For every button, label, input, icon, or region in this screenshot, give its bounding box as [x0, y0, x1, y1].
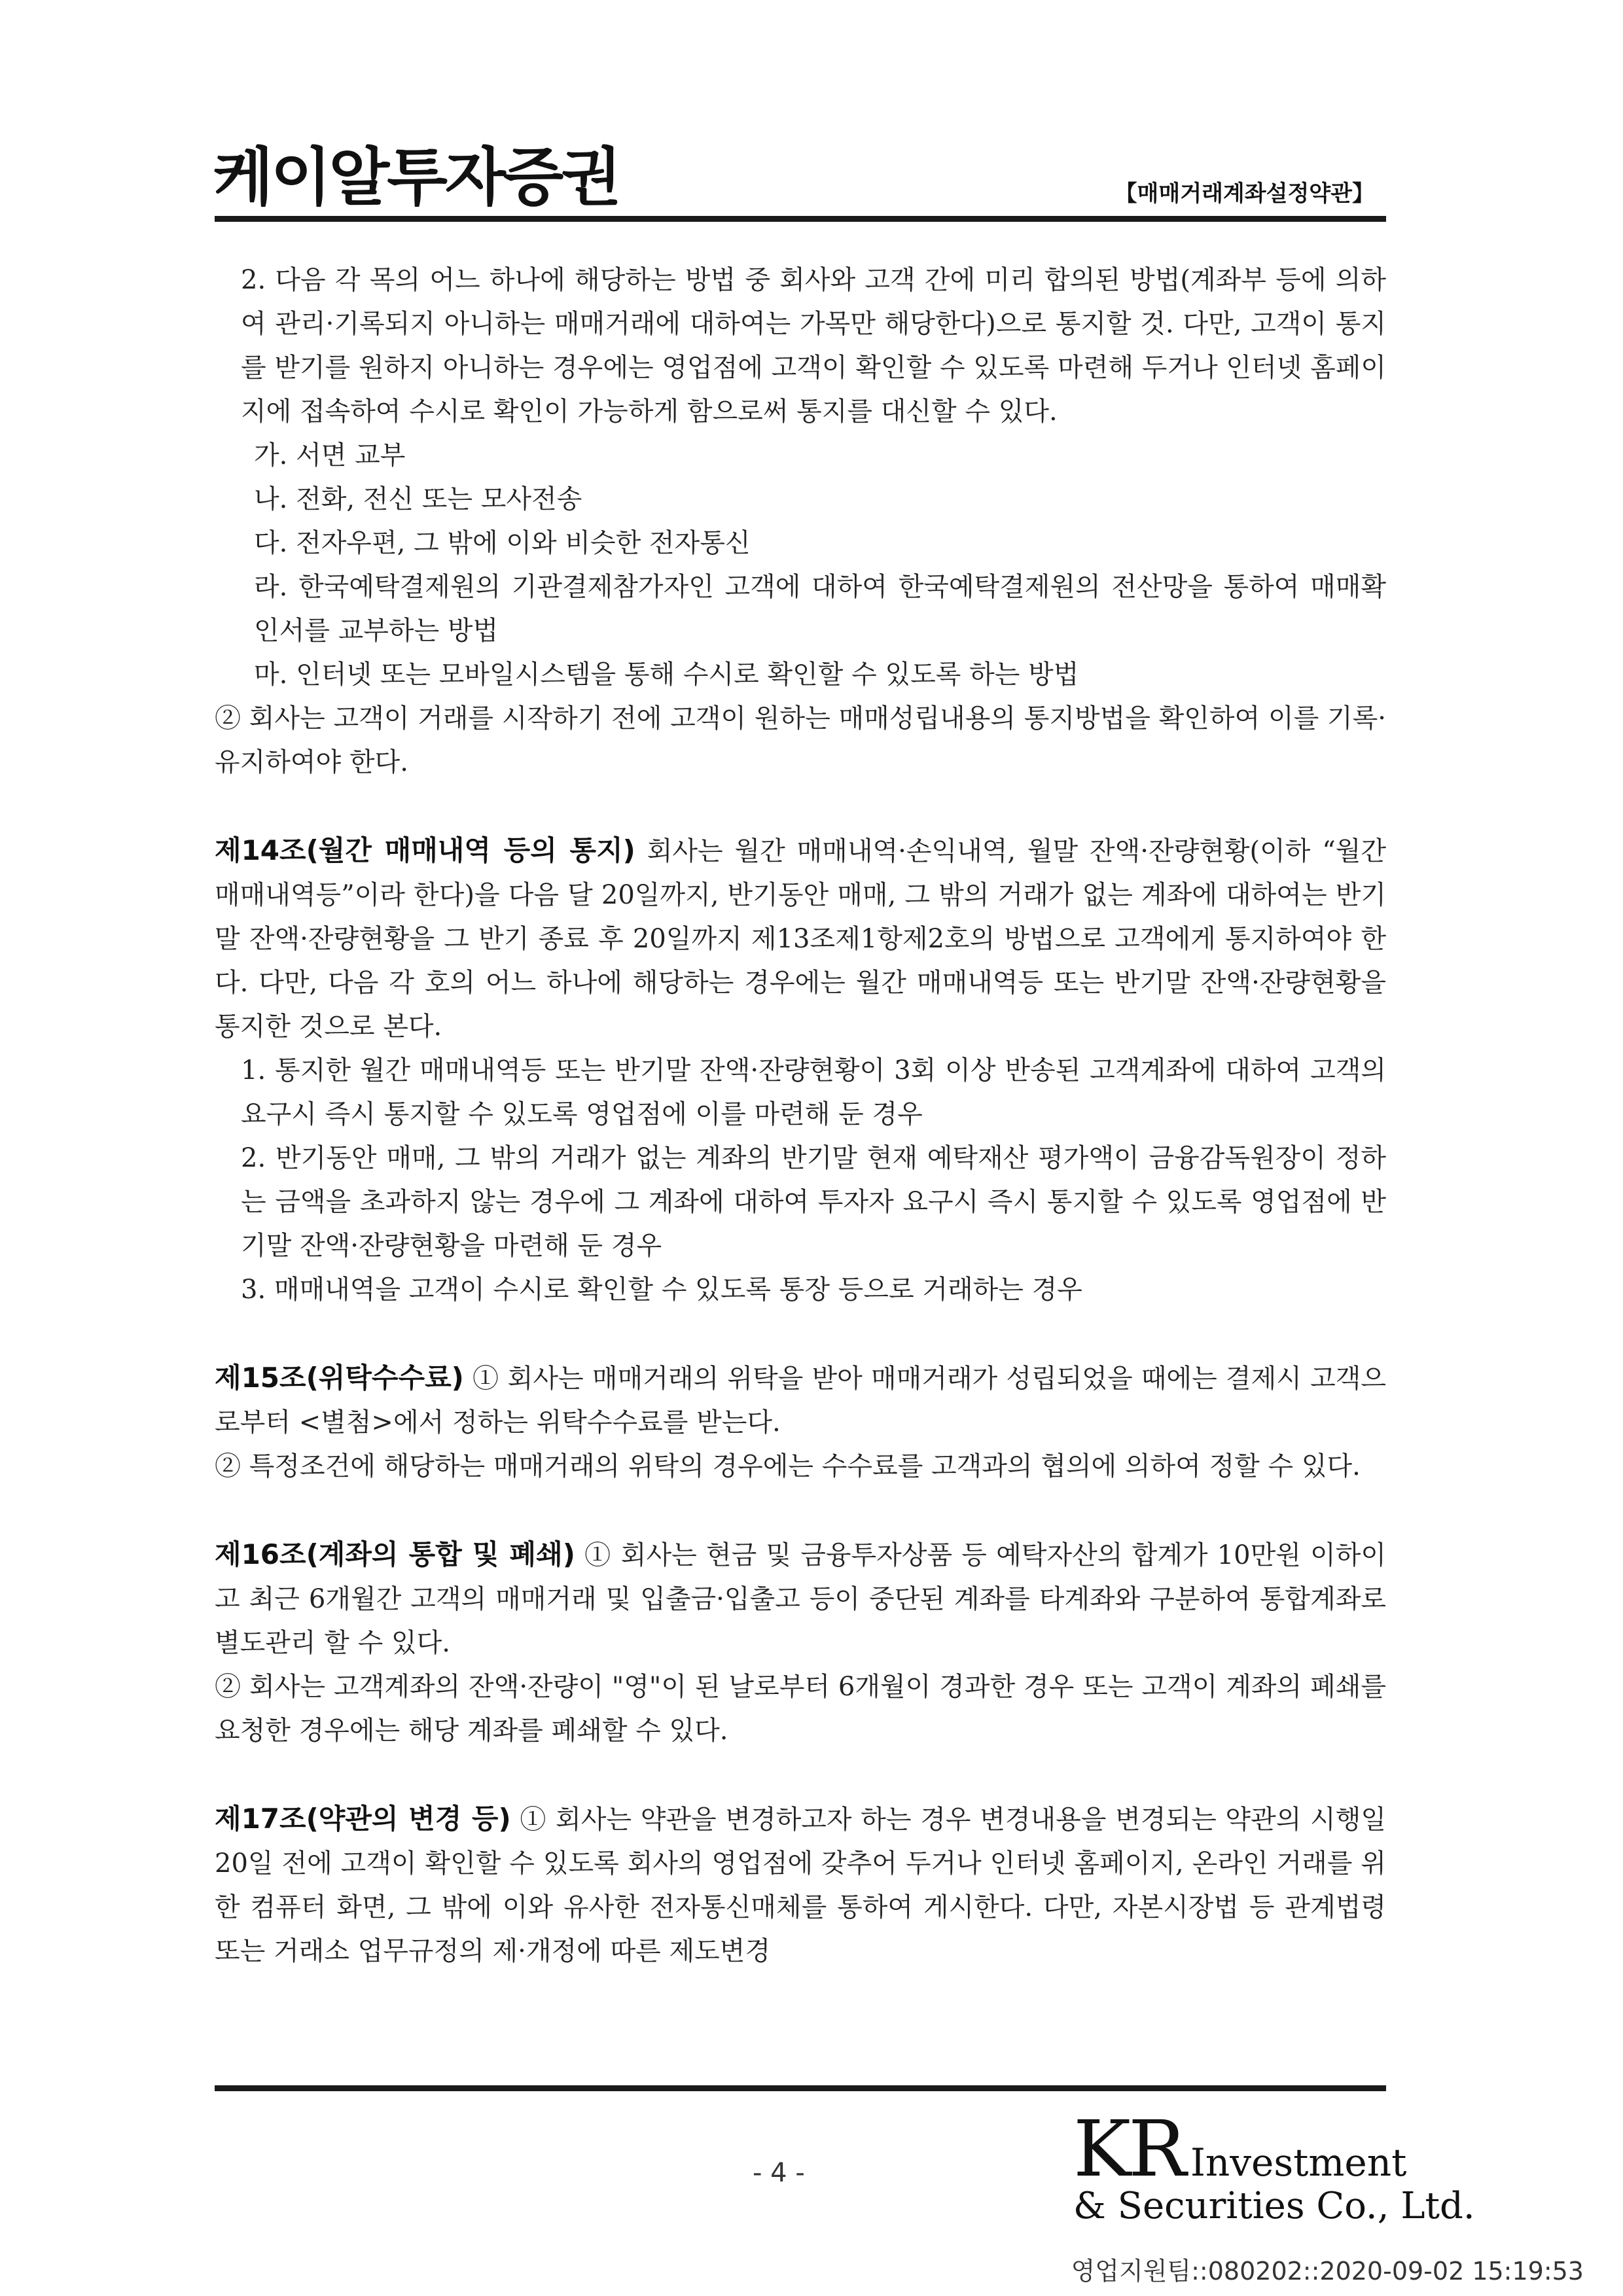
article-14-title: 제14조(월간 매매내역 등의 통지)	[215, 834, 635, 866]
logo-kr: KR	[1073, 2104, 1184, 2194]
document-body	[215, 258, 1386, 1973]
article-14-item-3: 3. 매매내역을 고객이 수시로 확인할 수 있도록 통장 등으로 거래하는 경우	[241, 1275, 1082, 1305]
article-14-item-1: 1. 통지한 월간 매매내역등 또는 반기말 잔액·잔량현황이 3회 이상 반송된 고객계좌에 대하여 고객의 요구시 즉시 통지할 수 있도록 영업점에 이를 마련해 둔 경우	[241, 1055, 1386, 1129]
article-16-text: ① 회사는 현금 및 금융투자상품 등 예탁자산의 합계가 10만원 이하이고 최근 6개월간 고객의 매매거래 및 입출금·입출고 등이 중단된 계좌를 타계좌와 구분하여 통합계좌로 별도관리 할 수 있다.	[215, 1540, 1386, 1658]
clause-item-2: 2. 다음 각 목의 어느 하나에 해당하는 방법 중 회사와 고객 간에 미리 합의된 방법(계좌부 등에 의하여 관리·기록되지 아니하는 매매거래에 대하여는 가목만 해당한다)으로 통지할 것. 다만, 고객이 통지를 받기를 원하지 아니하는 경우에는 영업점에 고객이 확인할 수 있도록 마련해 두거나 인터넷 홈페이지에 접속하여 수시로 확인이 가능하게 함으로써 통지를 대신할 수 있다.	[241, 265, 1386, 427]
sub-item-ra: 라. 한국예탁결제원의 기관결제참가자인 고객에 대하여 한국예탁결제원의 전산망을 통하여 매매확인서를 교부하는 방법	[254, 572, 1386, 646]
article-16	[215, 1532, 1386, 1665]
article-15-paragraph-2: ② 특정조건에 해당하는 매매거래의 위탁의 경우에는 수수료를 고객과의 협의에 의하여 정할 수 있다.	[215, 1451, 1361, 1481]
article-14-item-2: 2. 반기동안 매매, 그 밖의 거래가 없는 계좌의 반기말 현재 예탁재산 평가액이 금융감독원장이 정하는 금액을 초과하지 않는 경우에 그 계좌에 대하여 투자자 요구시 즉시 통지할 수 있도록 영업점에 반기말 잔액·잔량현황을 마련해 둔 경우	[241, 1143, 1386, 1261]
article-17-text: ① 회사는 약관을 변경하고자 하는 경우 변경내용을 변경되는 약관의 시행일 20일 전에 고객이 확인할 수 있도록 회사의 영업점에 갖추어 두거나 인터넷 홈페이지, 온라인 거래를 위한 컴퓨터 화면, 그 밖에 이와 유사한 전자통신매체를 통하여 게시한다. 다만, 자본시장법 등 관계법령 또는 거래소 업무규정의 제·개정에 따른 제도변경	[215, 1805, 1386, 1966]
article-15-text: ① 회사는 매매거래의 위탁을 받아 매매거래가 성립되었을 때에는 결제시 고객으로부터 <별첨>에서 정하는 위탁수수료를 받는다.	[215, 1364, 1386, 1438]
print-stamp: 영업지원팀::080202::2020-09-02 15:19:53	[1071, 2257, 1584, 2286]
sub-item-da: 다. 전자우편, 그 밖에 이와 비슷한 전자통신	[254, 528, 751, 558]
article-15-title: 제15조(위탁수수료)	[215, 1362, 464, 1394]
footer-rule	[215, 2085, 1386, 2091]
article-14	[215, 828, 1386, 1049]
clause-paragraph-2: ② 회사는 고객이 거래를 시작하기 전에 고객이 원하는 매매성립내용의 통지방법을 확인하여 이를 기록·유지하여야 한다.	[215, 703, 1386, 777]
sub-item-na: 나. 전화, 전신 또는 모사전송	[254, 484, 582, 514]
article-15	[215, 1356, 1386, 1445]
article-14-text: 회사는 월간 매매내역·손익내역, 월말 잔액·잔량현황(이하 “월간 매매내역등”이라 한다)을 다음 달 20일까지, 반기동안 매매, 그 밖의 거래가 없는 계좌에 대하여는 반기말 잔액·잔량현황을 그 반기 종료 후 20일까지 제13조제1항제2호의 방법으로 고객에게 통지하여야 한다. 다만, 다음 각 호의 어느 하나에 해당하는 경우에는 월간 매매내역등 또는 반기말 잔액·잔량현황을 통지한 것으로 본다.	[215, 836, 1386, 1042]
page-number: - 4 -	[753, 2158, 805, 2188]
article-17-title: 제17조(약관의 변경 등)	[215, 1803, 511, 1835]
document-title: 【매매거래계좌설정약관】	[1115, 181, 1374, 207]
header-rule	[215, 216, 1386, 222]
article-17	[215, 1797, 1386, 1973]
logo-securities: & Securities Co., Ltd.	[1073, 2185, 1475, 2227]
article-16-title: 제16조(계좌의 통합 및 폐쇄)	[215, 1538, 575, 1570]
article-16-paragraph-2: ② 회사는 고객계좌의 잔액·잔량이 "영"이 된 날로부터 6개월이 경과한 경우 또는 고객이 계좌의 폐쇄를 요청한 경우에는 해당 계좌를 폐쇄할 수 있다.	[215, 1672, 1386, 1746]
sub-item-ga: 가. 서면 교부	[254, 440, 406, 470]
sub-item-ma: 마. 인터넷 또는 모바일시스템을 통해 수시로 확인할 수 있도록 하는 방법	[254, 660, 1079, 690]
logo-investment: Investment	[1190, 2140, 1407, 2185]
company-name: 케이알투자증권	[213, 141, 620, 214]
company-logo	[1073, 2104, 1475, 2229]
